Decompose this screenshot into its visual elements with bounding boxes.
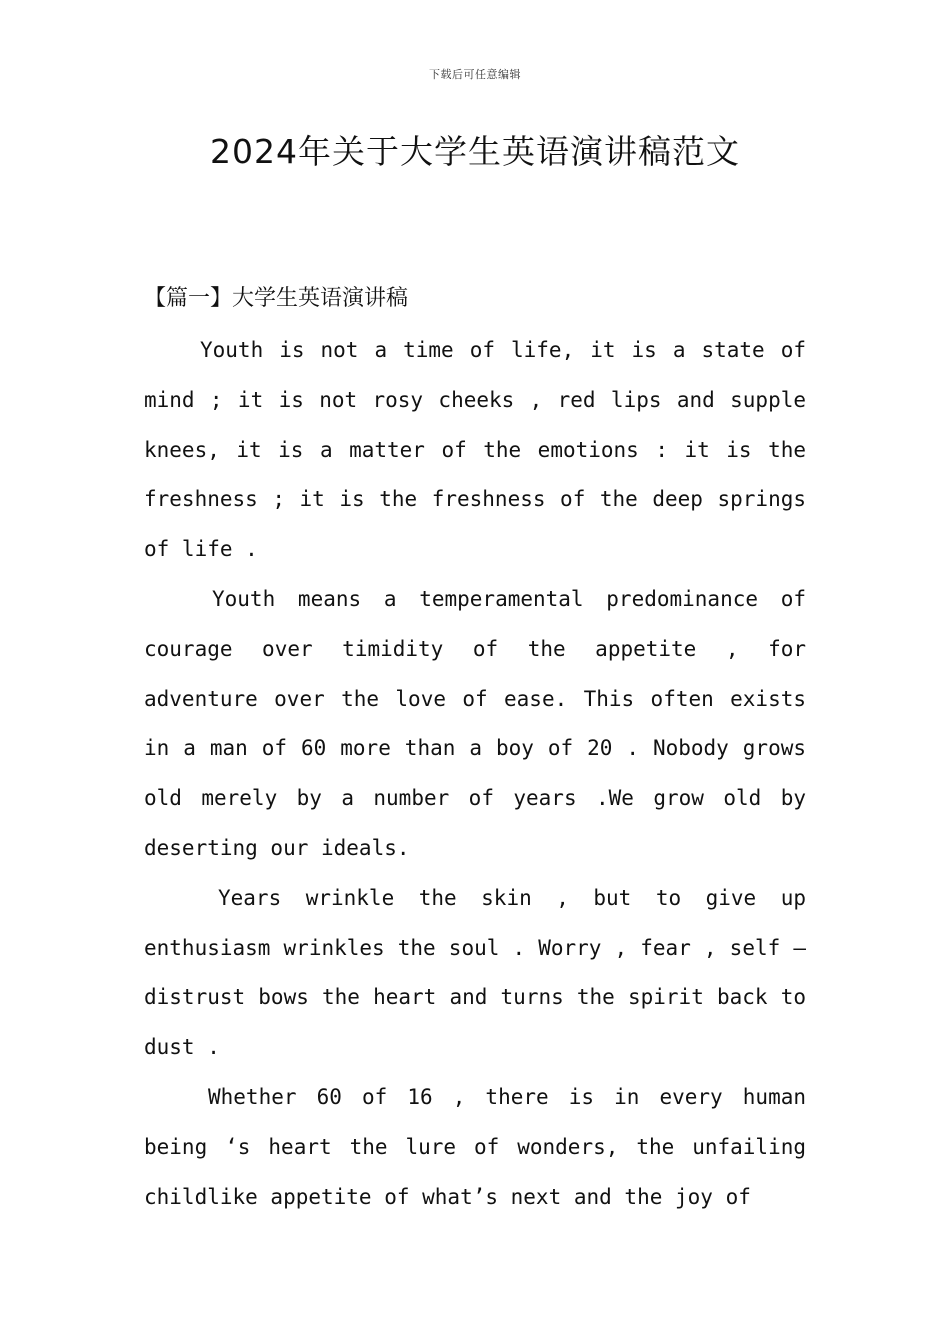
header-note: 下载后可任意编辑	[429, 68, 521, 81]
paragraph-4: Whether 60 of 16 , there is in every human being ‘s heart the lure of wonders, the unfailing childlike appetite of what’s next and the joy of	[144, 1084, 806, 1209]
paragraph-1: Youth is not a time of life, it is a state of mind ; it is not rosy cheeks , red lips and supple knees, it is a matter of the emotions : it is the freshness ; it is the freshness of the deep springs of life .	[144, 338, 806, 562]
document-body	[144, 280, 806, 1222]
document-title: 2024年关于大学生英语演讲稿范文	[210, 132, 740, 171]
paragraph-2: Youth means a temperamental predominance of courage over timidity of the appetite , for adventure over the love of ease. This often exists in a man of 60 more than a boy of 20 . Nobody grows old merely by a number of years .We grow old by deserting our ideals.	[144, 586, 806, 860]
section-heading: 【篇一】大学生英语演讲稿	[144, 286, 409, 311]
paragraph-3: Years wrinkle the skin , but to give up enthusiasm wrinkles the soul . Worry , fear , self –distrust bows the heart and turns the spirit back to dust .	[144, 885, 806, 1060]
